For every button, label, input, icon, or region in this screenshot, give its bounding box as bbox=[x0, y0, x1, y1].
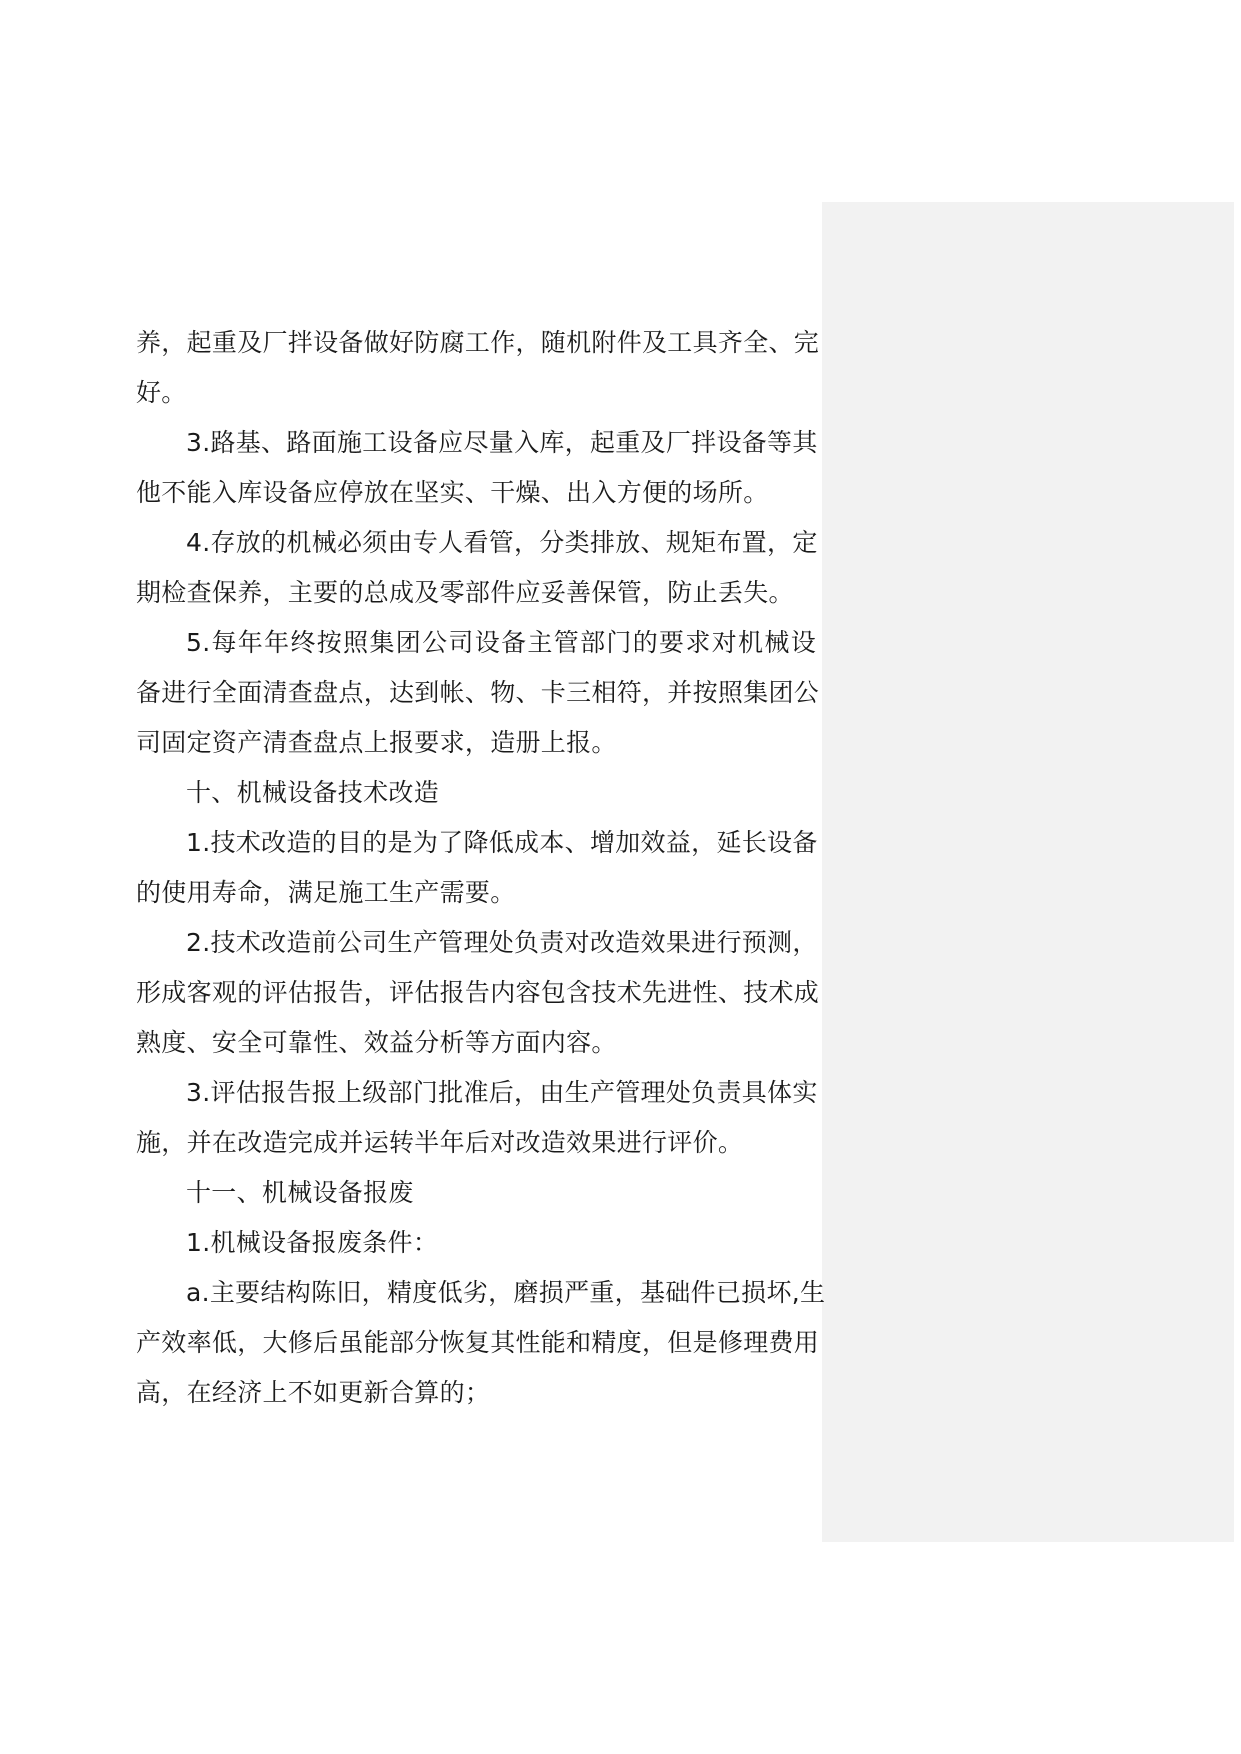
text-line: 好。 bbox=[136, 378, 187, 407]
text-line: 1.技术改造的目的是为了降低成本、增加效益，延长设备 bbox=[186, 828, 818, 857]
text-line: 5.每年年终按照集团公司设备主管部门的要求对机械设 bbox=[186, 628, 816, 657]
section-heading: 十一、机械设备报废 bbox=[186, 1178, 414, 1207]
text-line: 备进行全面清查盘点，达到帐、物、卡三相符，并按照集团公 bbox=[136, 678, 820, 707]
text-line: 2.技术改造前公司生产管理处负责对改造效果进行预测， bbox=[186, 928, 818, 957]
text-line: a.主要结构陈旧，精度低劣，磨损严重，基础件已损坏,生 bbox=[186, 1278, 826, 1307]
text-line: 1.机械设备报废条件： bbox=[186, 1228, 439, 1257]
text-line: 司固定资产清查盘点上报要求，造册上报。 bbox=[136, 728, 617, 757]
section-heading: 十、机械设备技术改造 bbox=[186, 778, 440, 807]
text-line: 他不能入库设备应停放在坚实、干燥、出入方便的场所。 bbox=[136, 478, 769, 507]
text-line: 施，并在改造完成并运转半年后对改造效果进行评价。 bbox=[136, 1128, 744, 1157]
comment-margin-pane bbox=[822, 202, 1234, 1542]
text-line: 的使用寿命，满足施工生产需要。 bbox=[136, 878, 516, 907]
text-line: 养，起重及厂拌设备做好防腐工作，随机附件及工具齐全、完 bbox=[136, 328, 820, 357]
text-line: 产效率低，大修后虽能部分恢复其性能和精度，但是修理费用 bbox=[136, 1328, 820, 1357]
text-line: 3.评估报告报上级部门批准后，由生产管理处负责具体实 bbox=[186, 1078, 818, 1107]
text-line: 熟度、安全可靠性、效益分析等方面内容。 bbox=[136, 1028, 617, 1057]
text-line: 期检查保养，主要的总成及零部件应妥善保管，防止丢失。 bbox=[136, 578, 794, 607]
body-text bbox=[136, 318, 826, 1418]
text-line: 4.存放的机械必须由专人看管，分类排放、规矩布置，定 bbox=[186, 528, 818, 557]
text-line: 高，在经济上不如更新合算的； bbox=[136, 1378, 491, 1407]
text-line: 形成客观的评估报告，评估报告内容包含技术先进性、技术成 bbox=[136, 978, 820, 1007]
text-line: 3.路基、路面施工设备应尽量入库，起重及厂拌设备等其 bbox=[186, 428, 818, 457]
